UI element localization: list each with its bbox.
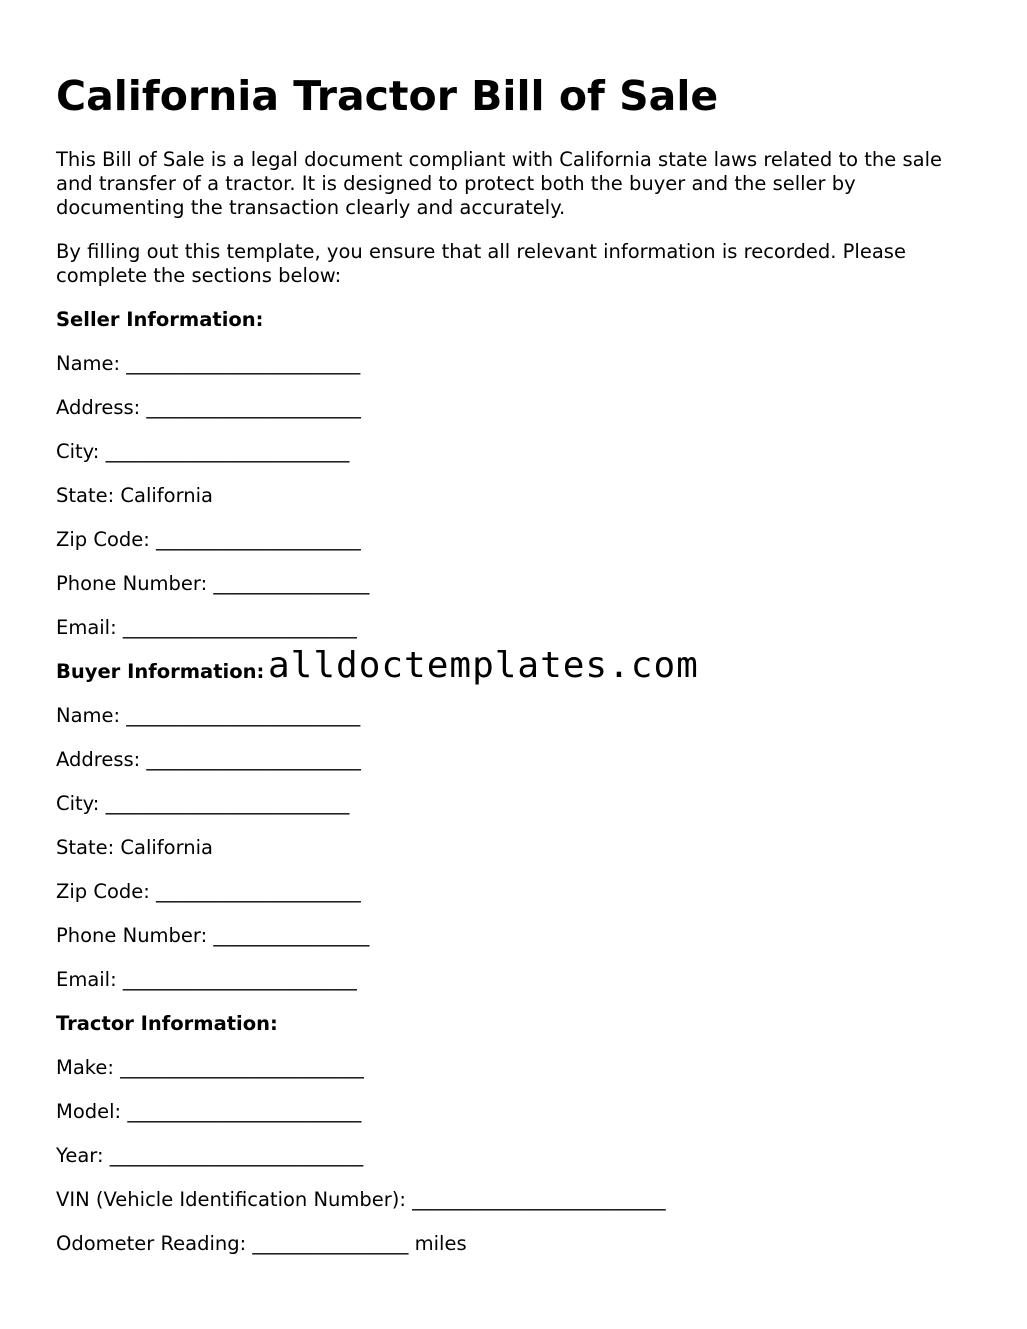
tractor-year-field: Year: __________________________ <box>56 1144 364 1167</box>
tractor-section-heading: Tractor Information: <box>56 1012 278 1035</box>
buyer-name-field: Name: ________________________ <box>56 704 361 727</box>
seller-address-field: Address: ______________________ <box>56 396 361 419</box>
tractor-vin-field: VIN (Vehicle Identification Number): __________________________ <box>56 1188 666 1211</box>
watermark: alldoctemplates.com <box>268 645 699 686</box>
buyer-email-field: Email: ________________________ <box>56 968 357 991</box>
intro-paragraph-2: By filling out this template, you ensure that all relevant information is recorded. Please complete the sections below: <box>56 240 906 287</box>
buyer-address-field: Address: ______________________ <box>56 748 361 771</box>
seller-phone-field: Phone Number: ________________ <box>56 572 370 595</box>
buyer-city-field: City: _________________________ <box>56 792 350 815</box>
buyer-phone-field: Phone Number: ________________ <box>56 924 370 947</box>
tractor-model-field: Model: ________________________ <box>56 1100 362 1123</box>
seller-section-heading: Seller Information: <box>56 308 264 331</box>
seller-name-field: Name: ________________________ <box>56 352 361 375</box>
seller-zip-field: Zip Code: _____________________ <box>56 528 361 551</box>
buyer-state-field: State: California <box>56 836 213 859</box>
buyer-section-heading: Buyer Information: <box>56 660 265 683</box>
seller-email-field: Email: ________________________ <box>56 616 357 639</box>
page-title: California Tractor Bill of Sale <box>56 72 719 120</box>
buyer-zip-field: Zip Code: _____________________ <box>56 880 361 903</box>
tractor-odometer-field: Odometer Reading: ________________ miles <box>56 1232 467 1255</box>
intro-paragraph-1: This Bill of Sale is a legal document compliant with California state laws related to the sale and transfer of a tractor. It is designed to protect both the buyer and the seller by documenting the transaction clearly and accurately. <box>56 148 942 219</box>
seller-state-field: State: California <box>56 484 213 507</box>
seller-city-field: City: _________________________ <box>56 440 350 463</box>
tractor-make-field: Make: _________________________ <box>56 1056 364 1079</box>
